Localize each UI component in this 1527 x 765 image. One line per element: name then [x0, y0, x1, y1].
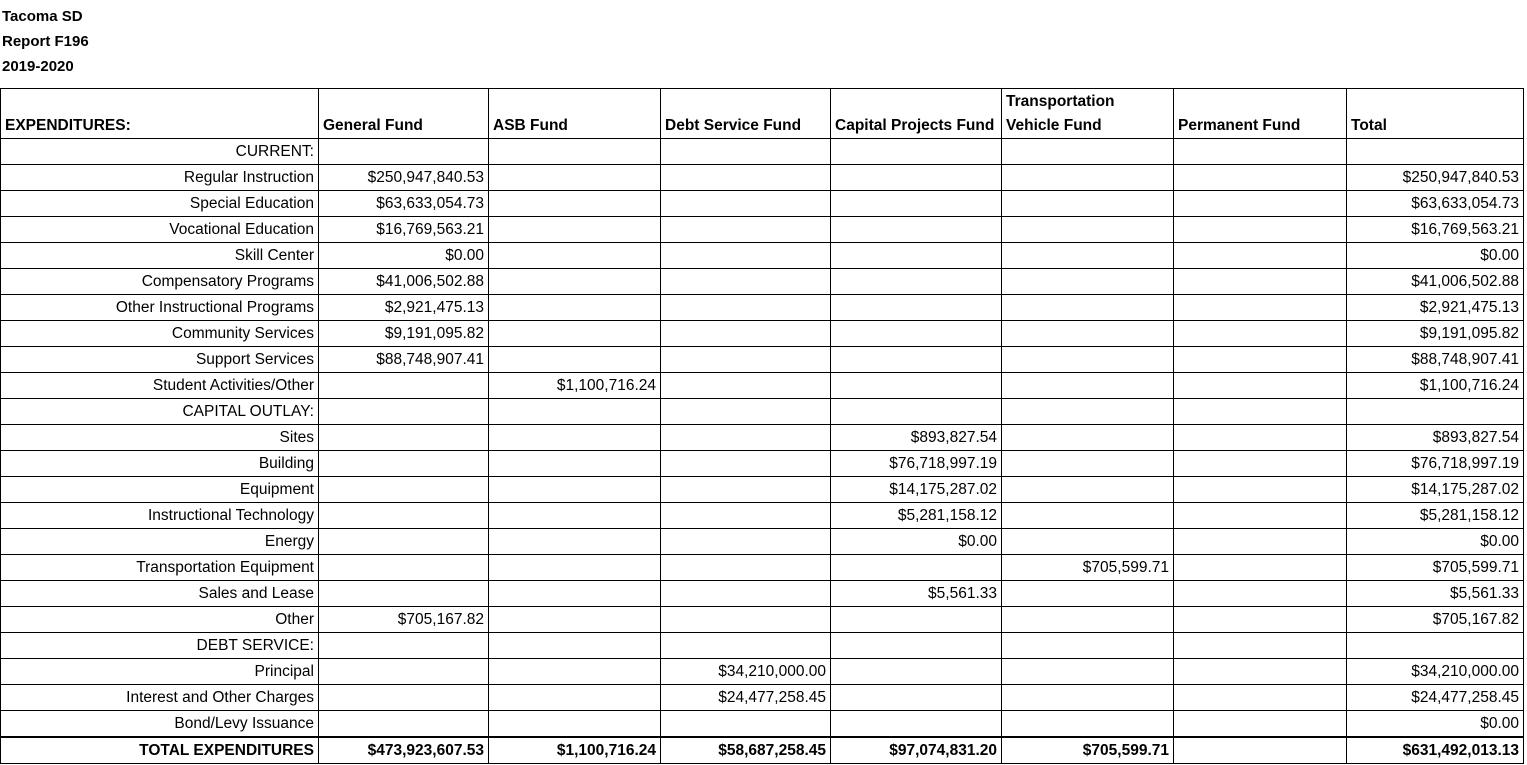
- row-label: Other Instructional Programs: [1, 295, 319, 321]
- row-value: [489, 139, 661, 165]
- row-section-label: CAPITAL OUTLAY:: [1, 399, 319, 425]
- row-value: [1002, 269, 1174, 295]
- row-value: [1002, 451, 1174, 477]
- row-value: $5,281,158.12: [831, 503, 1002, 529]
- row-value: [489, 165, 661, 191]
- row-value: $34,210,000.00: [661, 659, 831, 685]
- table-row: [1, 373, 1524, 399]
- row-value: [1174, 347, 1347, 373]
- row-value: [319, 503, 489, 529]
- row-value: [489, 347, 661, 373]
- row-value: [661, 399, 831, 425]
- row-value: [319, 477, 489, 503]
- row-value: [319, 633, 489, 659]
- table-row: [1, 165, 1524, 191]
- row-value: [319, 529, 489, 555]
- row-value: [1174, 165, 1347, 191]
- row-label: Compensatory Programs: [1, 269, 319, 295]
- row-value: [319, 373, 489, 399]
- row-value: [1002, 659, 1174, 685]
- row-value: [489, 477, 661, 503]
- row-value: [831, 217, 1002, 243]
- row-value: [489, 217, 661, 243]
- row-value: [661, 269, 831, 295]
- row-value: [1174, 191, 1347, 217]
- row-value: [1174, 581, 1347, 607]
- row-value: [1002, 373, 1174, 399]
- row-label: Building: [1, 451, 319, 477]
- row-value: [1002, 425, 1174, 451]
- row-value: [831, 295, 1002, 321]
- row-value: [489, 685, 661, 711]
- table-total-row: [1, 737, 1524, 764]
- row-value: $76,718,997.19: [1347, 451, 1524, 477]
- row-value: [319, 425, 489, 451]
- row-value: $2,921,475.13: [1347, 295, 1524, 321]
- row-value: [489, 295, 661, 321]
- row-value: [1174, 269, 1347, 295]
- row-value: [489, 243, 661, 269]
- row-total-label: TOTAL EXPENDITURES: [1, 737, 319, 764]
- row-value: [831, 555, 1002, 581]
- row-value: [831, 607, 1002, 633]
- row-value: [661, 555, 831, 581]
- row-value: [1174, 477, 1347, 503]
- table-row: [1, 503, 1524, 529]
- row-value: [1174, 659, 1347, 685]
- column-header-debt-service-fund: Debt Service Fund: [661, 89, 831, 139]
- row-value: $63,633,054.73: [1347, 191, 1524, 217]
- row-value: [1002, 243, 1174, 269]
- row-label: Student Activities/Other: [1, 373, 319, 399]
- table-row: [1, 607, 1524, 633]
- row-value: [489, 451, 661, 477]
- row-value: [1174, 243, 1347, 269]
- row-value: [1174, 737, 1347, 764]
- row-value: [661, 607, 831, 633]
- row-value: [1174, 139, 1347, 165]
- table-body: [1, 139, 1524, 764]
- column-header-capital-projects-fund: Capital Projects Fund: [831, 89, 1002, 139]
- column-header-total: Total: [1347, 89, 1524, 139]
- row-value: $5,561.33: [831, 581, 1002, 607]
- row-value: [1174, 529, 1347, 555]
- column-header-asb-fund: ASB Fund: [489, 89, 661, 139]
- row-value: [1174, 555, 1347, 581]
- row-value: [489, 581, 661, 607]
- column-header-general-fund: General Fund: [319, 89, 489, 139]
- row-value: $41,006,502.88: [319, 269, 489, 295]
- row-value: [1174, 503, 1347, 529]
- row-label: Transportation Equipment: [1, 555, 319, 581]
- row-value: $2,921,475.13: [319, 295, 489, 321]
- row-label: Sales and Lease: [1, 581, 319, 607]
- column-header-permanent-fund: Permanent Fund: [1174, 89, 1347, 139]
- row-value: $34,210,000.00: [1347, 659, 1524, 685]
- row-value: [1002, 529, 1174, 555]
- row-value: [661, 503, 831, 529]
- row-value: $1,100,716.24: [489, 737, 661, 764]
- row-value: [831, 165, 1002, 191]
- row-value: $58,687,258.45: [661, 737, 831, 764]
- row-value: [831, 633, 1002, 659]
- row-value: [1002, 607, 1174, 633]
- row-value: [1002, 165, 1174, 191]
- row-value: [1002, 633, 1174, 659]
- row-value: [1174, 607, 1347, 633]
- row-label: Regular Instruction: [1, 165, 319, 191]
- row-value: [661, 295, 831, 321]
- column-header-expenditures: EXPENDITURES:: [1, 89, 319, 139]
- row-value: [661, 139, 831, 165]
- row-value: $705,599.71: [1347, 555, 1524, 581]
- table-row: [1, 139, 1524, 165]
- row-value: [831, 321, 1002, 347]
- row-value: $705,599.71: [1002, 737, 1174, 764]
- report-heading: [0, 0, 1527, 79]
- row-value: $14,175,287.02: [831, 477, 1002, 503]
- row-value: [831, 399, 1002, 425]
- row-value: $0.00: [1347, 711, 1524, 738]
- row-value: [661, 243, 831, 269]
- row-value: $250,947,840.53: [319, 165, 489, 191]
- table-row: [1, 191, 1524, 217]
- row-value: [1174, 685, 1347, 711]
- row-value: [831, 347, 1002, 373]
- row-value: [319, 659, 489, 685]
- row-value: $16,769,563.21: [319, 217, 489, 243]
- row-value: $0.00: [1347, 529, 1524, 555]
- header-row: [1, 89, 1524, 139]
- row-value: [661, 477, 831, 503]
- row-value: $63,633,054.73: [319, 191, 489, 217]
- row-value: [1174, 451, 1347, 477]
- row-value: $16,769,563.21: [1347, 217, 1524, 243]
- row-value: [489, 607, 661, 633]
- row-value: $76,718,997.19: [831, 451, 1002, 477]
- row-value: $250,947,840.53: [1347, 165, 1524, 191]
- row-value: [1347, 633, 1524, 659]
- row-value: $24,477,258.45: [1347, 685, 1524, 711]
- row-value: [1002, 685, 1174, 711]
- table-row: [1, 269, 1524, 295]
- row-value: [831, 685, 1002, 711]
- table-row: [1, 633, 1524, 659]
- row-value: $473,923,607.53: [319, 737, 489, 764]
- row-value: [661, 373, 831, 399]
- row-value: $1,100,716.24: [489, 373, 661, 399]
- row-value: [489, 711, 661, 738]
- row-value: $705,167.82: [1347, 607, 1524, 633]
- row-value: [319, 685, 489, 711]
- row-value: $9,191,095.82: [319, 321, 489, 347]
- row-value: [1174, 321, 1347, 347]
- row-label: Bond/Levy Issuance: [1, 711, 319, 738]
- table-row: [1, 217, 1524, 243]
- row-value: [1347, 399, 1524, 425]
- table-row: [1, 451, 1524, 477]
- row-label: Sites: [1, 425, 319, 451]
- row-value: $5,281,158.12: [1347, 503, 1524, 529]
- row-value: [1174, 373, 1347, 399]
- row-value: [489, 321, 661, 347]
- row-value: $705,599.71: [1002, 555, 1174, 581]
- row-value: $5,561.33: [1347, 581, 1524, 607]
- row-section-label: DEBT SERVICE:: [1, 633, 319, 659]
- row-value: [661, 347, 831, 373]
- table-row: [1, 685, 1524, 711]
- row-value: [1174, 633, 1347, 659]
- row-value: [489, 659, 661, 685]
- row-value: [319, 581, 489, 607]
- row-value: [1002, 295, 1174, 321]
- row-value: $0.00: [831, 529, 1002, 555]
- table-row: [1, 321, 1524, 347]
- row-label: Skill Center: [1, 243, 319, 269]
- row-value: [489, 399, 661, 425]
- row-value: $893,827.54: [1347, 425, 1524, 451]
- row-section-label: CURRENT:: [1, 139, 319, 165]
- row-label: Community Services: [1, 321, 319, 347]
- row-value: [1002, 399, 1174, 425]
- row-value: [319, 139, 489, 165]
- row-value: [1002, 217, 1174, 243]
- row-value: [661, 529, 831, 555]
- row-value: [489, 191, 661, 217]
- row-value: [661, 191, 831, 217]
- row-value: [489, 425, 661, 451]
- expenditures-table: [0, 88, 1524, 764]
- district-name: Tacoma SD: [2, 8, 83, 25]
- row-value: $24,477,258.45: [661, 685, 831, 711]
- row-value: [661, 425, 831, 451]
- row-label: Special Education: [1, 191, 319, 217]
- row-value: $88,748,907.41: [319, 347, 489, 373]
- row-value: [661, 217, 831, 243]
- row-value: [661, 581, 831, 607]
- report-name: Report F196: [2, 33, 89, 50]
- row-value: $893,827.54: [831, 425, 1002, 451]
- row-value: [831, 191, 1002, 217]
- row-value: [1174, 295, 1347, 321]
- row-value: [1174, 711, 1347, 738]
- row-value: $1,100,716.24: [1347, 373, 1524, 399]
- row-value: [1002, 581, 1174, 607]
- row-value: [319, 451, 489, 477]
- row-label: Instructional Technology: [1, 503, 319, 529]
- table-row: [1, 243, 1524, 269]
- table-row: [1, 659, 1524, 685]
- table-row: [1, 295, 1524, 321]
- row-value: [1174, 425, 1347, 451]
- row-value: $97,074,831.20: [831, 737, 1002, 764]
- row-value: [831, 373, 1002, 399]
- table-row: [1, 347, 1524, 373]
- row-value: $705,167.82: [319, 607, 489, 633]
- row-label: Other: [1, 607, 319, 633]
- table-row: [1, 581, 1524, 607]
- row-value: [319, 399, 489, 425]
- row-value: [1002, 347, 1174, 373]
- row-value: $0.00: [1347, 243, 1524, 269]
- row-value: $14,175,287.02: [1347, 477, 1524, 503]
- row-value: [1002, 139, 1174, 165]
- row-value: [489, 503, 661, 529]
- row-value: [831, 711, 1002, 738]
- row-label: Interest and Other Charges: [1, 685, 319, 711]
- row-value: [1002, 711, 1174, 738]
- row-value: [1174, 217, 1347, 243]
- table-row: [1, 399, 1524, 425]
- row-value: [661, 451, 831, 477]
- row-value: $0.00: [319, 243, 489, 269]
- row-value: [661, 321, 831, 347]
- row-value: $631,492,013.13: [1347, 737, 1524, 764]
- report-year: 2019-2020: [2, 58, 74, 75]
- row-label: Equipment: [1, 477, 319, 503]
- row-value: [831, 139, 1002, 165]
- row-value: [489, 633, 661, 659]
- table-header: [1, 89, 1524, 139]
- row-value: [1002, 321, 1174, 347]
- column-header-transportation-vehicle-fund: Transportation Vehicle Fund: [1002, 89, 1174, 139]
- row-label: Principal: [1, 659, 319, 685]
- row-value: [489, 555, 661, 581]
- row-value: [489, 269, 661, 295]
- row-value: $9,191,095.82: [1347, 321, 1524, 347]
- table-row: [1, 555, 1524, 581]
- row-value: [319, 555, 489, 581]
- row-value: [831, 269, 1002, 295]
- row-label: Energy: [1, 529, 319, 555]
- row-label: Support Services: [1, 347, 319, 373]
- row-value: [1002, 477, 1174, 503]
- table-row: [1, 477, 1524, 503]
- table-row: [1, 711, 1524, 738]
- row-label: Vocational Education: [1, 217, 319, 243]
- row-value: [1174, 399, 1347, 425]
- row-value: [831, 659, 1002, 685]
- row-value: [489, 529, 661, 555]
- row-value: [1002, 503, 1174, 529]
- row-value: $88,748,907.41: [1347, 347, 1524, 373]
- row-value: $41,006,502.88: [1347, 269, 1524, 295]
- row-value: [661, 711, 831, 738]
- row-value: [831, 243, 1002, 269]
- row-value: [1347, 139, 1524, 165]
- table-row: [1, 529, 1524, 555]
- table-row: [1, 425, 1524, 451]
- row-value: [1002, 191, 1174, 217]
- row-value: [661, 633, 831, 659]
- row-value: [661, 165, 831, 191]
- row-value: [319, 711, 489, 738]
